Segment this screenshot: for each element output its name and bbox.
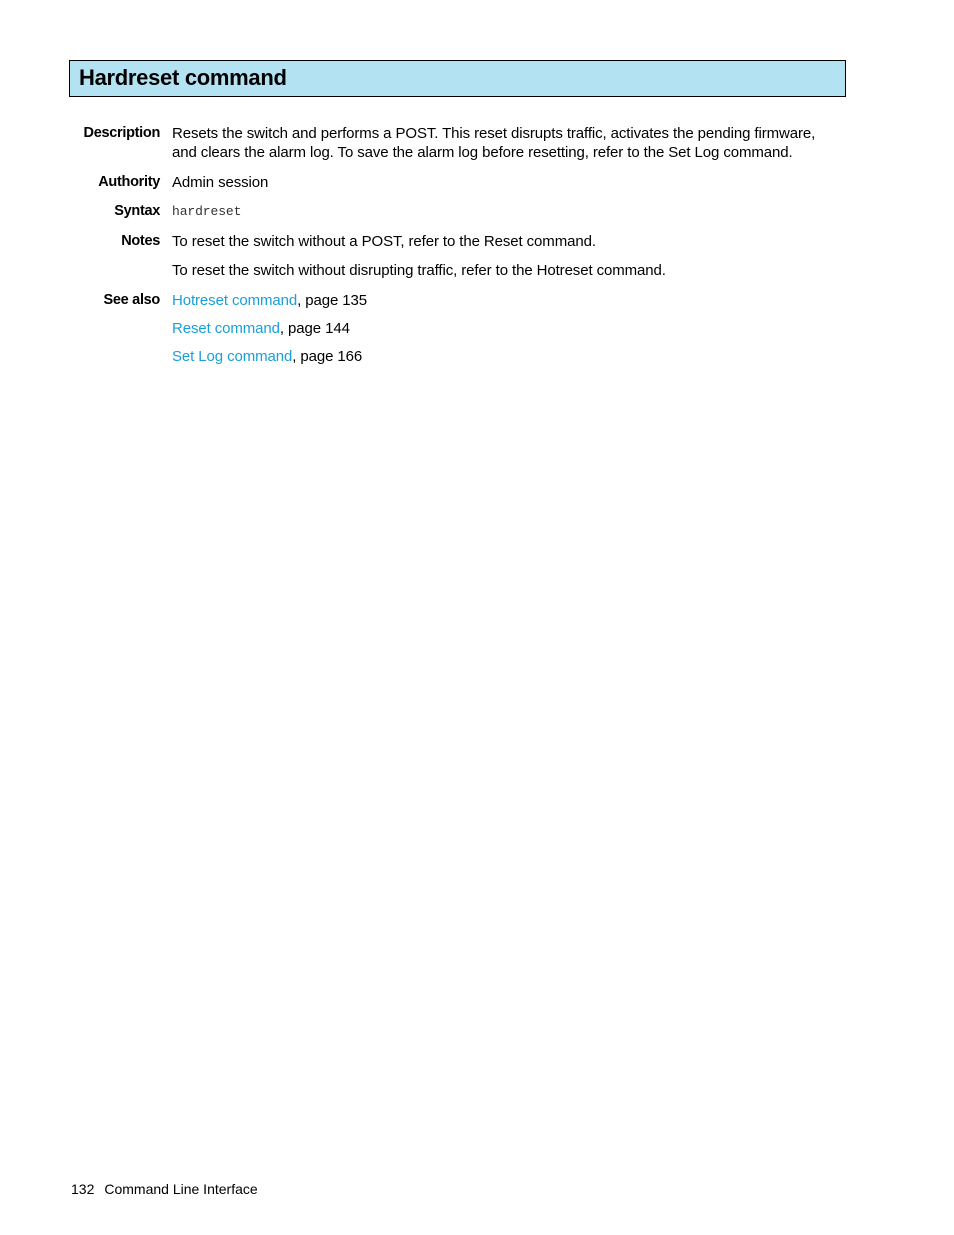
description-label: Description xyxy=(83,125,160,141)
notes-line-2: To reset the switch without disrupting traffic, refer to the Hotreset command. xyxy=(172,262,666,279)
authority-label: Authority xyxy=(98,174,160,190)
see-also-page-ref: , page 144 xyxy=(279,320,350,337)
see-also-page-ref: , page 166 xyxy=(292,348,363,365)
reset-command-link[interactable]: Reset command xyxy=(172,320,280,337)
see-also-item xyxy=(172,319,842,338)
page-footer xyxy=(71,1180,258,1198)
set-log-command-link[interactable]: Set Log command xyxy=(172,348,293,365)
section-title-bar xyxy=(69,60,846,97)
notes-line-1: To reset the switch without a POST, refer to the Reset command. xyxy=(172,233,596,250)
see-also-label: See also xyxy=(103,292,160,308)
see-also-item xyxy=(172,291,842,310)
page-title: Hardreset command xyxy=(79,65,287,90)
see-also-item xyxy=(172,347,842,366)
notes-label: Notes xyxy=(121,233,160,249)
see-also-page-ref: , page 135 xyxy=(297,292,368,309)
page-number: 132 xyxy=(71,1181,95,1197)
description-text: Resets the switch and performs a POST. This reset disrupts traffic, activates the pending firmware, and clears the alarm log. To save the alarm log before resetting, refer to the Set Log command. xyxy=(172,125,816,161)
footer-section-title: Command Line Interface xyxy=(104,1181,258,1197)
hotreset-command-link[interactable]: Hotreset command xyxy=(172,292,298,309)
syntax-label: Syntax xyxy=(114,203,160,219)
syntax-code: hardreset xyxy=(172,204,242,219)
authority-text: Admin session xyxy=(172,174,269,191)
